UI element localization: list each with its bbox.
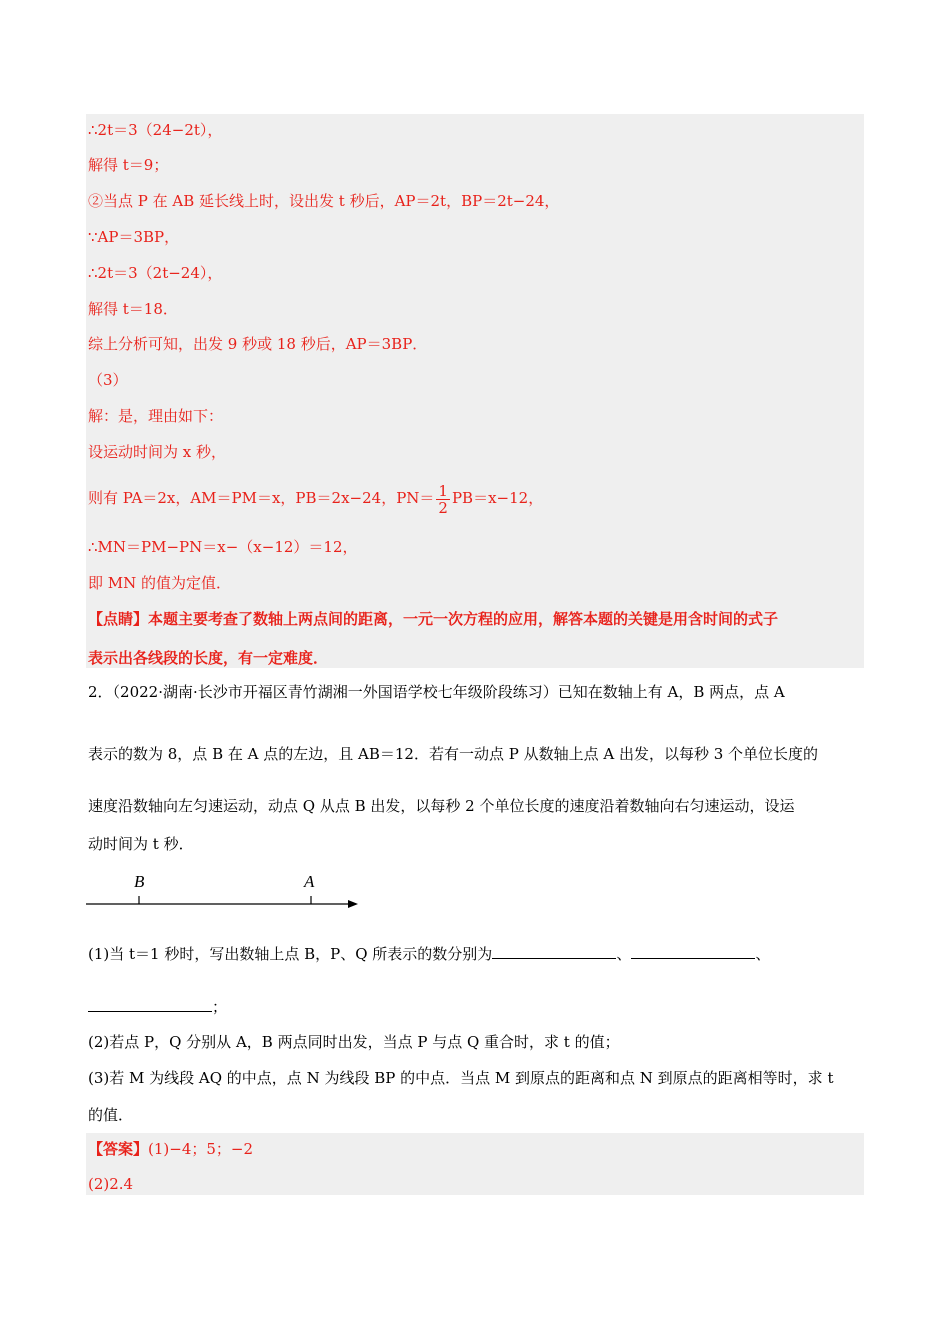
question-2-line: (2)若点 P，Q 分别从 A，B 两点同时出发，当点 P 与点 Q 重合时，求 t 的值； xyxy=(88,1033,620,1051)
solution-line-7: 综上分析可知，出发 9 秒或 18 秒后，AP＝3BP． xyxy=(88,335,428,353)
solution-line-13: 即 MN 的值为定值． xyxy=(88,574,232,592)
number-line-figure xyxy=(86,868,366,912)
question-1-text: (1)当 t＝1 秒时，写出数轴上点 B，P、Q 所表示的数分别为 xyxy=(88,945,493,963)
answer-1: (1)−4；5；−2 xyxy=(148,1140,254,1158)
solution-line-3: ②当点 P 在 AB 延长线上时，设出发 t 秒后，AP＝2t，BP＝2t−24， xyxy=(88,192,560,210)
problem-line-4: 动时间为 t 秒． xyxy=(88,835,194,853)
fraction-before: 则有 PA＝2x，AM＝PM＝x，PB＝2x−24，PN＝ xyxy=(88,489,435,507)
question-3-line: (3)若 M 为线段 AQ 的中点，点 N 为线段 BP 的中点．当点 M 到原点的距离和点 N 到原点的距离相等时，求 t xyxy=(88,1069,834,1087)
solution-line-10: 设运动时间为 x 秒， xyxy=(88,443,226,461)
problem-line-2: 表示的数为 8，点 B 在 A 点的左边，且 AB＝12．若有一动点 P 从数轴上点 A 出发，以每秒 3 个单位长度的 xyxy=(88,745,819,763)
problem-line-1 xyxy=(88,682,785,702)
answer-blank-2[interactable] xyxy=(631,944,755,959)
fraction-numerator: 1 xyxy=(438,481,448,500)
solution-line-5: ∴2t＝3（2t−24）， xyxy=(88,264,223,282)
answer-tag: 【答案】 xyxy=(88,1140,149,1158)
problem-source-text: （2022·湖南·长沙市开福区青竹湖湘一外国语学校七年级阶段练习）已知在数轴上有 A，B 两点，点 A xyxy=(112,683,785,701)
answer-line-1 xyxy=(88,1139,253,1159)
solution-line-2: 解得 t＝9； xyxy=(88,156,169,174)
blank-separator-2: 、 xyxy=(755,945,771,963)
solution-line-12: ∴MN＝PM−PN＝x−（x−12）＝12， xyxy=(88,538,358,556)
comment-text-1: 本题主要考查了数轴上两点间的距离，一元一次方程的应用，解答本题的关键是用含时间的式子 xyxy=(148,610,779,628)
blank-separator-1: 、 xyxy=(616,945,632,963)
fraction-one-half xyxy=(436,483,450,516)
question-1-line xyxy=(88,944,770,964)
answer-blank-1[interactable] xyxy=(492,944,616,959)
answer-blank-3[interactable] xyxy=(88,997,212,1012)
solution-line-fraction xyxy=(88,478,543,518)
solution-line-9: 解：是，理由如下： xyxy=(88,407,224,425)
answer-line-2: (2)2.4 xyxy=(88,1175,134,1193)
question-3-line-2: 的值． xyxy=(88,1106,134,1124)
question-1-line-2 xyxy=(88,997,227,1017)
comment-line-2: 表示出各线段的长度，有一定难度． xyxy=(88,649,329,667)
solution-line-1: ∴2t＝3（24−2t）， xyxy=(88,121,223,139)
problem-line-3: 速度沿数轴向左匀速运动，动点 Q 从点 B 出发，以每秒 2 个单位长度的速度沿着数轴向右匀速运动，设运 xyxy=(88,797,795,815)
axis-label-b: B xyxy=(134,872,145,891)
solution-line-6: 解得 t＝18． xyxy=(88,300,178,318)
solution-line-8: （3） xyxy=(88,371,128,389)
comment-tag: 【点睛】 xyxy=(88,610,149,628)
solution-line-4: ∵AP＝3BP， xyxy=(88,228,180,246)
axis-label-a: A xyxy=(304,872,315,891)
problem-number: 2． xyxy=(88,683,113,701)
axis-arrow xyxy=(348,900,358,908)
question-1-end: ； xyxy=(212,998,228,1016)
comment-line-1 xyxy=(88,609,778,629)
fraction-after: PB＝x−12， xyxy=(451,489,544,507)
fraction-denominator: 2 xyxy=(438,498,448,517)
